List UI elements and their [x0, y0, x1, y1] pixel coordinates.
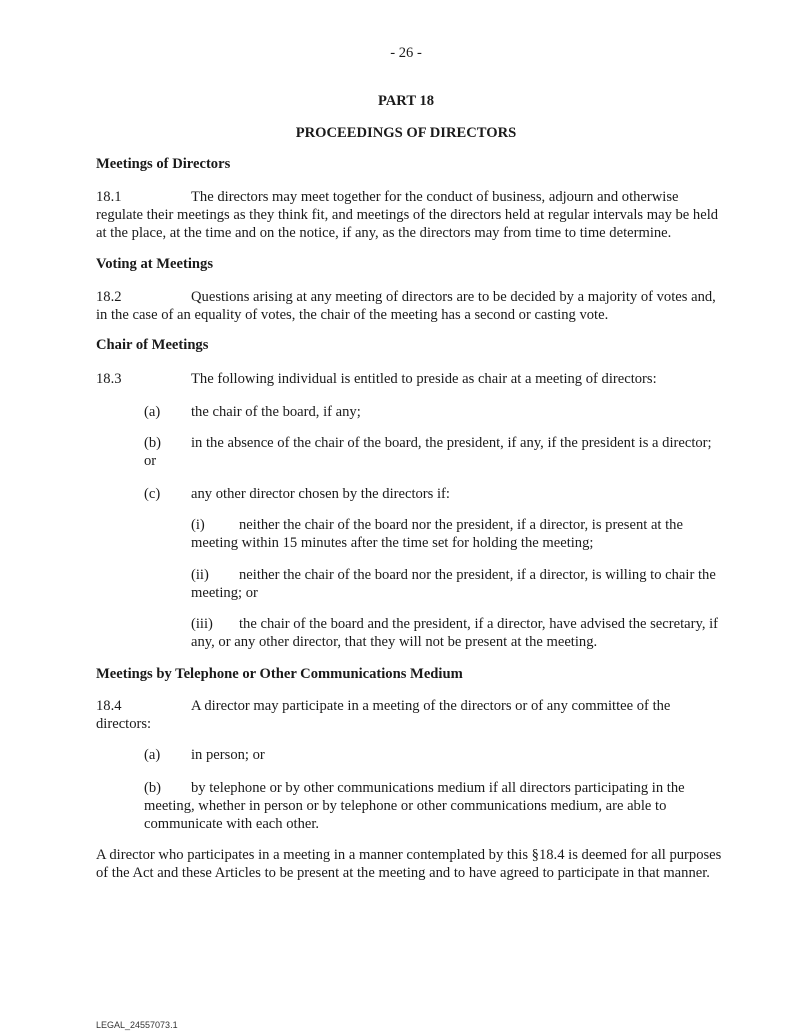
item-text: neither the chair of the board nor the president, if a director, is willing to chair the meeting; or	[191, 567, 716, 601]
item-trailing: or	[144, 453, 157, 469]
item-text: any other director chosen by the directors if:	[191, 486, 450, 502]
paragraph-body: directors:	[96, 716, 152, 732]
item-text: by telephone or by other communications medium if all directors participating in the meeting, whether in person or by telephone or other communications medium, are able to communicate with each other.	[144, 780, 685, 832]
sub-list-item	[191, 615, 721, 651]
list-item	[144, 779, 689, 833]
section-number: 18.3	[96, 371, 122, 387]
heading-chair-of-meetings: Chair of Meetings	[96, 337, 209, 353]
section-number: 18.2	[96, 289, 122, 305]
page-number: - 26 -	[390, 45, 422, 61]
closing-paragraph: A director who participates in a meeting in a manner contemplated by this §18.4 is deemed for all purposes of the Act and these Articles to be present at the meeting and to have agreed to participate in that manner.	[96, 847, 722, 881]
document-reference: LEGAL_24557073.1	[96, 1020, 178, 1030]
item-text: neither the chair of the board nor the president, if a director, is present at the meeting within 15 minutes after the time set for holding the meeting;	[191, 517, 683, 551]
paragraph-first-line: Questions arising at any meeting of directors are to be decided by a majority of votes and,	[191, 289, 716, 305]
item-label: (i)	[191, 517, 205, 533]
paragraph-18-1	[96, 188, 720, 242]
sub-list-item	[191, 516, 721, 552]
item-text: the chair of the board, if any;	[191, 404, 361, 420]
list-item	[144, 434, 724, 470]
item-text: the chair of the board and the president, if a director, have advised the secretary, if any, or any other director, that they will not be present at the meeting.	[191, 616, 719, 650]
item-label: (iii)	[191, 616, 213, 632]
paragraph-18-2	[96, 288, 720, 324]
section-number: 18.1	[96, 189, 122, 205]
paragraph-18-4	[96, 697, 720, 733]
item-label: (b)	[144, 780, 162, 796]
item-label: (b)	[144, 435, 162, 451]
item-label: (ii)	[191, 567, 209, 583]
item-text: in person; or	[191, 747, 265, 763]
heading-meetings-of-directors: Meetings of Directors	[96, 156, 231, 172]
heading-voting-at-meetings: Voting at Meetings	[96, 256, 214, 272]
paragraph-body: regulate their meetings as they think fit, and meetings of the directors held at regular intervals may be held at the place, at the time and on the notice, if any, as the directors may from time to time determine.	[96, 207, 719, 241]
item-label: (c)	[144, 486, 161, 502]
paragraph-18-3	[96, 370, 720, 388]
heading-meetings-by-telephone: Meetings by Telephone or Other Communications Medium	[96, 666, 463, 682]
paragraph-intro: The following individual is entitled to preside as chair at a meeting of directors:	[191, 371, 657, 387]
paragraph-first-line: A director may participate in a meeting of the directors or of any committee of the	[191, 698, 671, 714]
item-label: (a)	[144, 404, 161, 420]
sub-list-item	[191, 566, 721, 602]
item-text: in the absence of the chair of the board, the president, if any, if the president is a director;	[191, 435, 712, 451]
part-title: PART 18	[377, 93, 435, 109]
paragraph-first-line: The directors may meet together for the conduct of business, adjourn and otherwise	[191, 189, 679, 205]
paragraph-body: in the case of an equality of votes, the chair of the meeting has a second or casting vote.	[96, 307, 609, 323]
section-number: 18.4	[96, 698, 122, 714]
part-subtitle: PROCEEDINGS OF DIRECTORS	[295, 125, 517, 141]
item-label: (a)	[144, 747, 161, 763]
